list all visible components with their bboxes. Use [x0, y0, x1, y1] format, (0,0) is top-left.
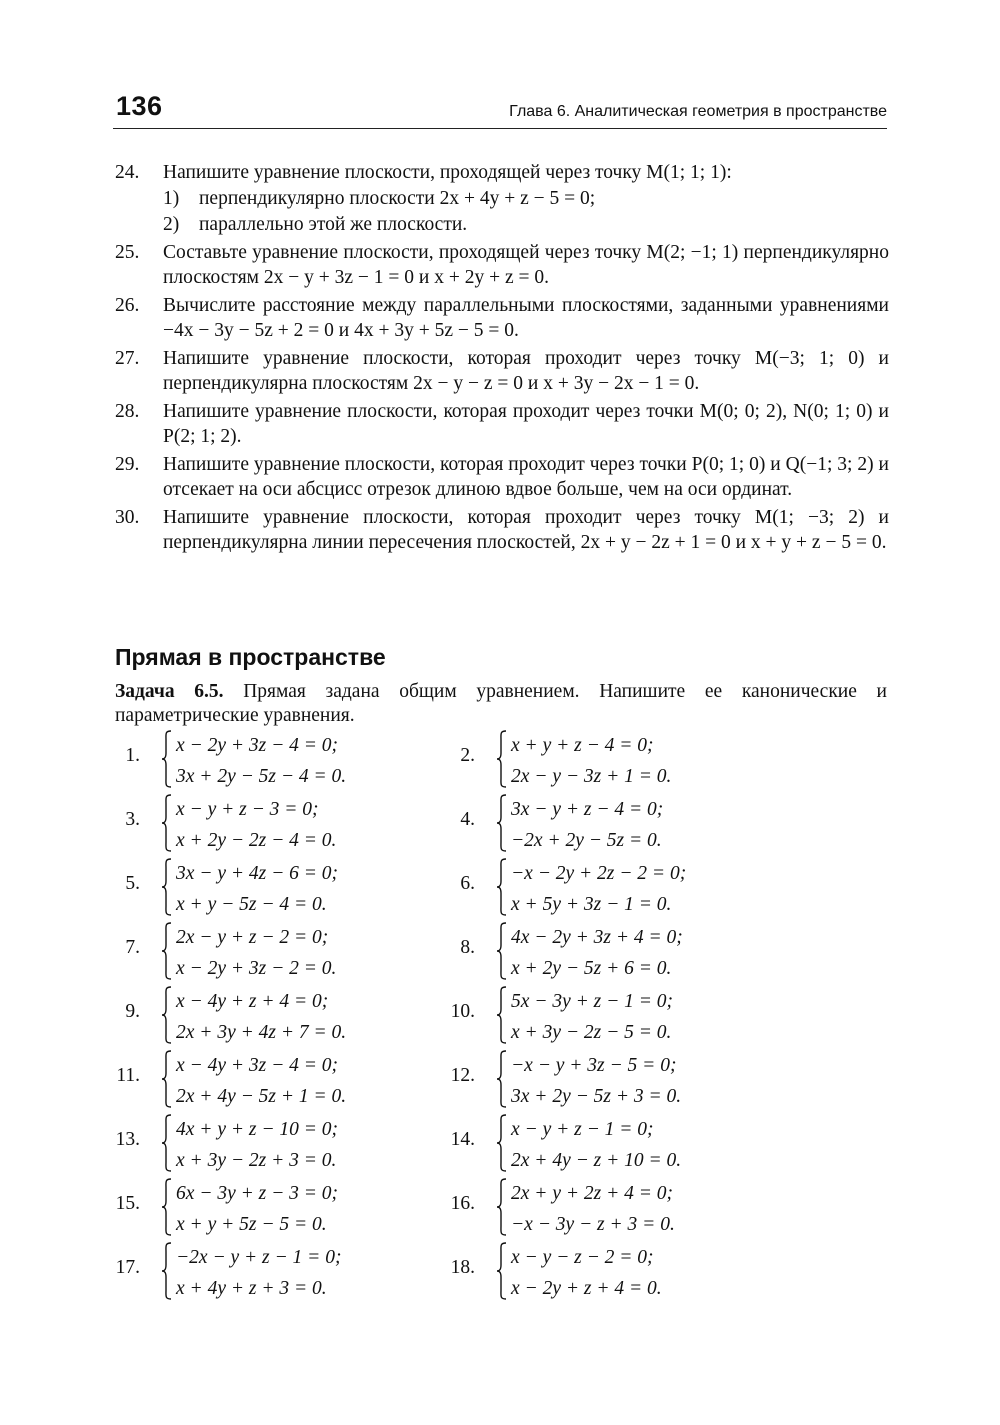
exercise-number: 30.: [115, 507, 140, 528]
equations: [511, 922, 683, 984]
equations: [176, 730, 346, 792]
equation: x − y − z − 2 = 0;: [511, 1247, 654, 1268]
equation: 2x − y − 3z + 1 = 0.: [511, 766, 672, 787]
exercise-text: Напишите уравнение плоскости, которая проходит через точки M(0; 0; 2), N(0; 1; 0) и P(2; 1; 2).: [163, 401, 889, 447]
equation: 4x + y + z − 10 = 0;: [176, 1119, 339, 1140]
system-number: 2.: [460, 745, 475, 766]
equation: x + 3y − 2z + 3 = 0.: [176, 1150, 337, 1171]
equation: x − 2y + z + 4 = 0.: [511, 1278, 662, 1299]
equation: x + 4y + z + 3 = 0.: [176, 1278, 327, 1299]
equation: x + 5y + 3z − 1 = 0.: [511, 894, 672, 915]
equation: x − y + z − 1 = 0;: [511, 1119, 654, 1140]
left-brace-icon: [497, 730, 507, 788]
exercise-list: [113, 160, 889, 558]
section-title: Прямая в пространстве: [115, 644, 386, 670]
left-brace-icon: [162, 794, 172, 852]
subitem-text: перпендикулярно плоскости 2x + 4y + z − 5 = 0;: [199, 188, 596, 209]
exercise-text: Напишите уравнение плоскости, которая проходит через точку M(1; −3; 2) и перпендикулярна линии пересечения плоскостей, 2x + y − 2z + 1 = 0 и x + y + z − 5 = 0.: [163, 507, 889, 553]
exercise-26: [113, 293, 889, 343]
exercise-text: Напишите уравнение плоскости, которая проходит через точки P(0; 1; 0) и Q(−1; 3; 2) и отсекает на оси абсцисс отрезок длиною вдвое больше, чем на оси ординат.: [163, 454, 889, 500]
task-statement: [115, 680, 887, 728]
exercise-text: Напишите уравнение плоскости, проходящей через точку M(1; 1; 1):: [163, 162, 732, 183]
equations: [176, 986, 346, 1048]
equations: [176, 1178, 338, 1240]
equation: x + 3y − 2z − 5 = 0.: [511, 1022, 672, 1043]
equation: −x − 2y + 2z − 2 = 0;: [511, 863, 687, 884]
left-brace-icon: [497, 1114, 507, 1172]
exercise-number: 24.: [115, 162, 140, 183]
system-number: 7.: [125, 937, 140, 958]
equations: [176, 922, 336, 984]
left-brace-icon: [162, 1178, 172, 1236]
system-number: 1.: [125, 745, 140, 766]
equation: 2x + 4y − 5z + 1 = 0.: [176, 1086, 347, 1107]
exercise-30: [113, 505, 889, 555]
page-number: 136: [116, 91, 163, 121]
equation: 3x + 2y − 5z − 4 = 0.: [176, 766, 347, 787]
subitem-number: 2): [163, 214, 180, 235]
subitem-text: параллельно этой же плоскости.: [199, 214, 468, 235]
equation: x − 4y + z + 4 = 0;: [176, 991, 329, 1012]
equation: 6x − 3y + z − 3 = 0;: [176, 1183, 339, 1204]
left-brace-icon: [162, 922, 172, 980]
exercise-29: [113, 452, 889, 502]
system-number: 14.: [450, 1129, 475, 1150]
left-brace-icon: [497, 986, 507, 1044]
exercise-subitem: [163, 186, 889, 211]
exercise-text: Вычислите расстояние между параллельными плоскостями, заданными уравнениями −4x − 3y − 5z + 2 = 0 и 4x + 3y + 5z − 5 = 0.: [163, 295, 889, 341]
exercise-number: 25.: [115, 242, 140, 263]
system-number: 10.: [450, 1001, 475, 1022]
left-brace-icon: [162, 730, 172, 788]
equation: x − 2y + 3z − 4 = 0;: [176, 735, 339, 756]
exercise-number: 26.: [115, 295, 140, 316]
equations: [511, 730, 671, 792]
left-brace-icon: [162, 858, 172, 916]
left-brace-icon: [497, 1242, 507, 1300]
equation: x + y + 5z − 5 = 0.: [176, 1214, 327, 1235]
system-number: 9.: [125, 1001, 140, 1022]
left-brace-icon: [162, 1242, 172, 1300]
subitem-number: 1): [163, 188, 180, 209]
equations: [511, 858, 686, 920]
equations: [511, 1242, 662, 1304]
system-number: 11.: [116, 1065, 140, 1086]
exercise-27: [113, 346, 889, 396]
system-number: 15.: [115, 1193, 140, 1214]
system-number: 17.: [115, 1257, 140, 1278]
equation: 2x + 4y − z + 10 = 0.: [511, 1150, 682, 1171]
system-number: 5.: [125, 873, 140, 894]
equations: [176, 1050, 346, 1112]
equation: 2x + y + 2z + 4 = 0;: [511, 1183, 674, 1204]
equation: x + 2y − 2z − 4 = 0.: [176, 830, 337, 851]
exercise-28: [113, 399, 889, 449]
exercise-text: Напишите уравнение плоскости, которая проходит через точку M(−3; 1; 0) и перпендикулярна плоскостям 2x − y − z = 0 и x + 3y − 2x − 1 = 0.: [163, 348, 889, 394]
chapter-title: Глава 6. Аналитическая геометрия в пространстве: [509, 103, 887, 120]
system-number: 13.: [115, 1129, 140, 1150]
system-number: 8.: [460, 937, 475, 958]
equations: [511, 794, 663, 856]
equation: −2x − y + z − 1 = 0;: [176, 1247, 342, 1268]
exercise-number: 27.: [115, 348, 140, 369]
equation: 5x − 3y + z − 1 = 0;: [511, 991, 674, 1012]
left-brace-icon: [497, 1178, 507, 1236]
system-number: 6.: [460, 873, 475, 894]
equation: 2x + 3y + 4z + 7 = 0.: [176, 1022, 347, 1043]
equations: [176, 1114, 338, 1176]
equations: [176, 794, 336, 856]
left-brace-icon: [497, 922, 507, 980]
equation: x + y − 5z − 4 = 0.: [176, 894, 327, 915]
equations: [511, 1178, 675, 1240]
exercise-25: [113, 240, 889, 290]
equation: x − 2y + 3z − 2 = 0.: [176, 958, 337, 979]
system-number: 16.: [450, 1193, 475, 1214]
equation: 3x + 2y − 5z + 3 = 0.: [511, 1086, 682, 1107]
equation: x − 4y + 3z − 4 = 0;: [176, 1055, 339, 1076]
equation: −x − 3y − z + 3 = 0.: [511, 1214, 675, 1235]
left-brace-icon: [162, 1114, 172, 1172]
equations: [176, 1242, 341, 1304]
equation: −2x + 2y − 5z = 0.: [511, 830, 662, 851]
equation: x − y + z − 3 = 0;: [176, 799, 319, 820]
equation: 2x − y + z − 2 = 0;: [176, 927, 329, 948]
exercise-number: 28.: [115, 401, 140, 422]
equations: [511, 986, 673, 1048]
equations: [511, 1050, 681, 1112]
equation: x + 2y − 5z + 6 = 0.: [511, 958, 672, 979]
equation: 3x − y + 4z − 6 = 0;: [176, 863, 339, 884]
left-brace-icon: [497, 794, 507, 852]
exercise-subitem: [163, 212, 889, 237]
equation: 4x − 2y + 3z + 4 = 0;: [511, 927, 683, 948]
left-brace-icon: [497, 858, 507, 916]
system-number: 3.: [125, 809, 140, 830]
equation: 3x − y + z − 4 = 0;: [511, 799, 664, 820]
system-number: 12.: [450, 1065, 475, 1086]
task-label: Задача 6.5.: [115, 681, 224, 702]
system-number: 4.: [460, 809, 475, 830]
equations: [176, 858, 338, 920]
running-header: [113, 88, 887, 129]
equation: −x − y + 3z − 5 = 0;: [511, 1055, 677, 1076]
left-brace-icon: [162, 1050, 172, 1108]
equation: x + y + z − 4 = 0;: [511, 735, 654, 756]
system-number: 18.: [450, 1257, 475, 1278]
left-brace-icon: [162, 986, 172, 1044]
exercise-text: Составьте уравнение плоскости, проходящей через точку M(2; −1; 1) перпендикулярно плоскостям 2x − y + 3z − 1 = 0 и x + 2y + z = 0.: [163, 242, 889, 288]
task-text: Прямая задана общим уравнением. Напишите ее канонические и параметрические уравнения.: [115, 681, 887, 726]
equations: [511, 1114, 681, 1176]
exercise-24: [113, 160, 889, 237]
exercise-number: 29.: [115, 454, 140, 475]
left-brace-icon: [497, 1050, 507, 1108]
